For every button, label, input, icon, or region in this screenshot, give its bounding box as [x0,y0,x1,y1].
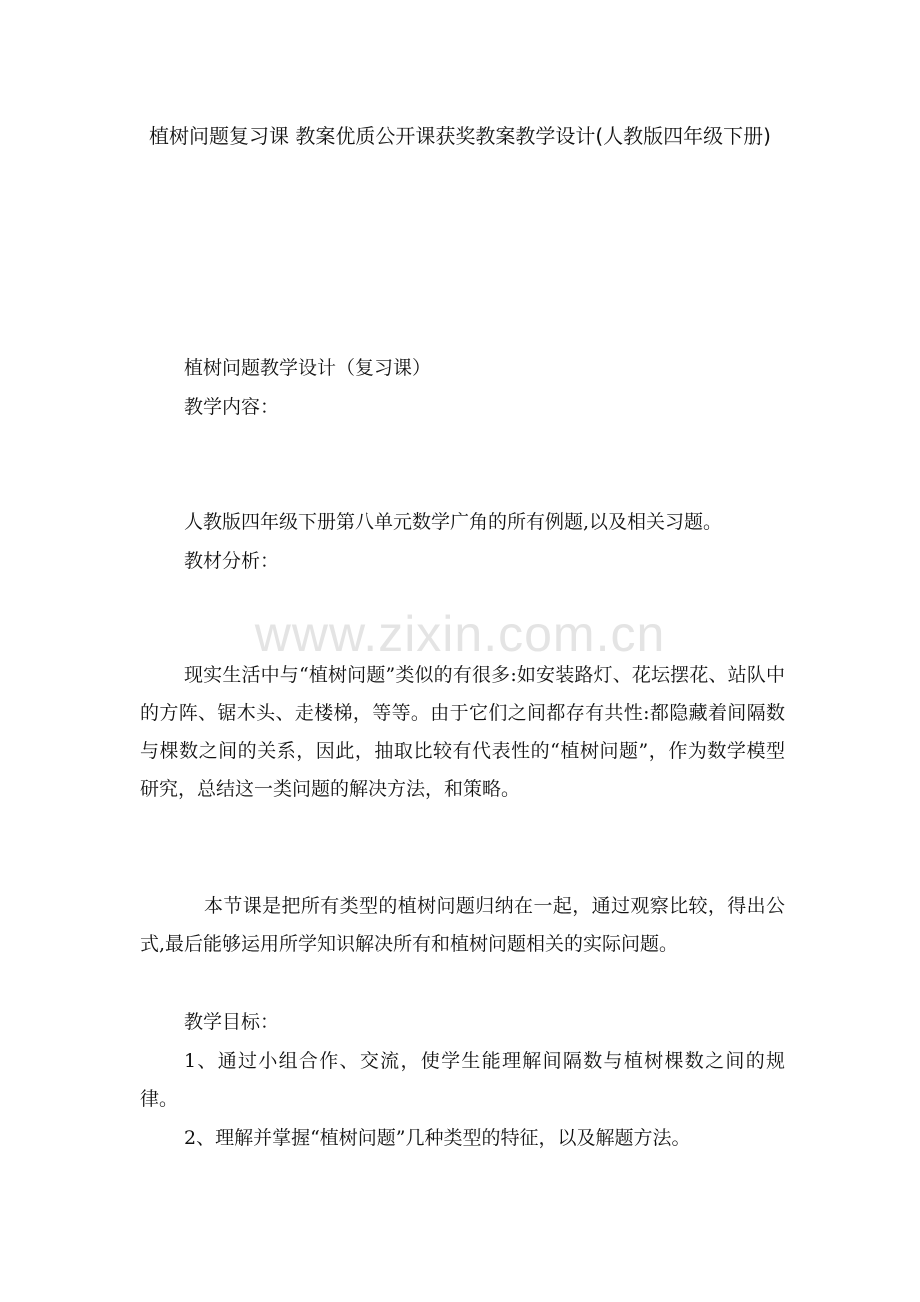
document-title: 植树问题复习课 教案优质公开课获奖教案教学设计(人教版四年级下册) [149,124,771,148]
analysis-paragraph-1: 现实生活中与“植树问题”类似的有很多:如安装路灯、花坛摆花、站队中的方阵、锯木头、走楼梯，等等。由于它们之间都存有共性:都隐藏着间隔数与棵数之间的关系，因此，抽取比较有代表性的“植树问题”，作为数学模型研究，总结这一类问题的解决方法，和策略。 [140,664,785,800]
lesson-heading: 植树问题教学设计（复习课） [184,357,432,379]
content-label: 教学内容： [184,396,280,418]
analysis-label: 教材分析： [184,550,280,572]
analysis-paragraph-2: 本节课是把所有类型的植树问题归纳在一起，通过观察比较，得出公式,最后能够运用所学知识解决所有和植树问题相关的实际问题。 [140,895,785,955]
watermark: www.zixin.com.cn [254,606,666,662]
goal-item-1: 1、通过小组合作、交流，使学生能理解间隔数与植树棵数之间的规律。 [140,1050,785,1110]
goal-item-2: 2、理解并掌握“植树问题”几种类型的特征，以及解题方法。 [184,1127,691,1149]
goals-label: 教学目标： [184,1011,280,1033]
content-text: 人教版四年级下册第八单元数学广角的所有例题,以及相关习题。 [184,511,723,533]
